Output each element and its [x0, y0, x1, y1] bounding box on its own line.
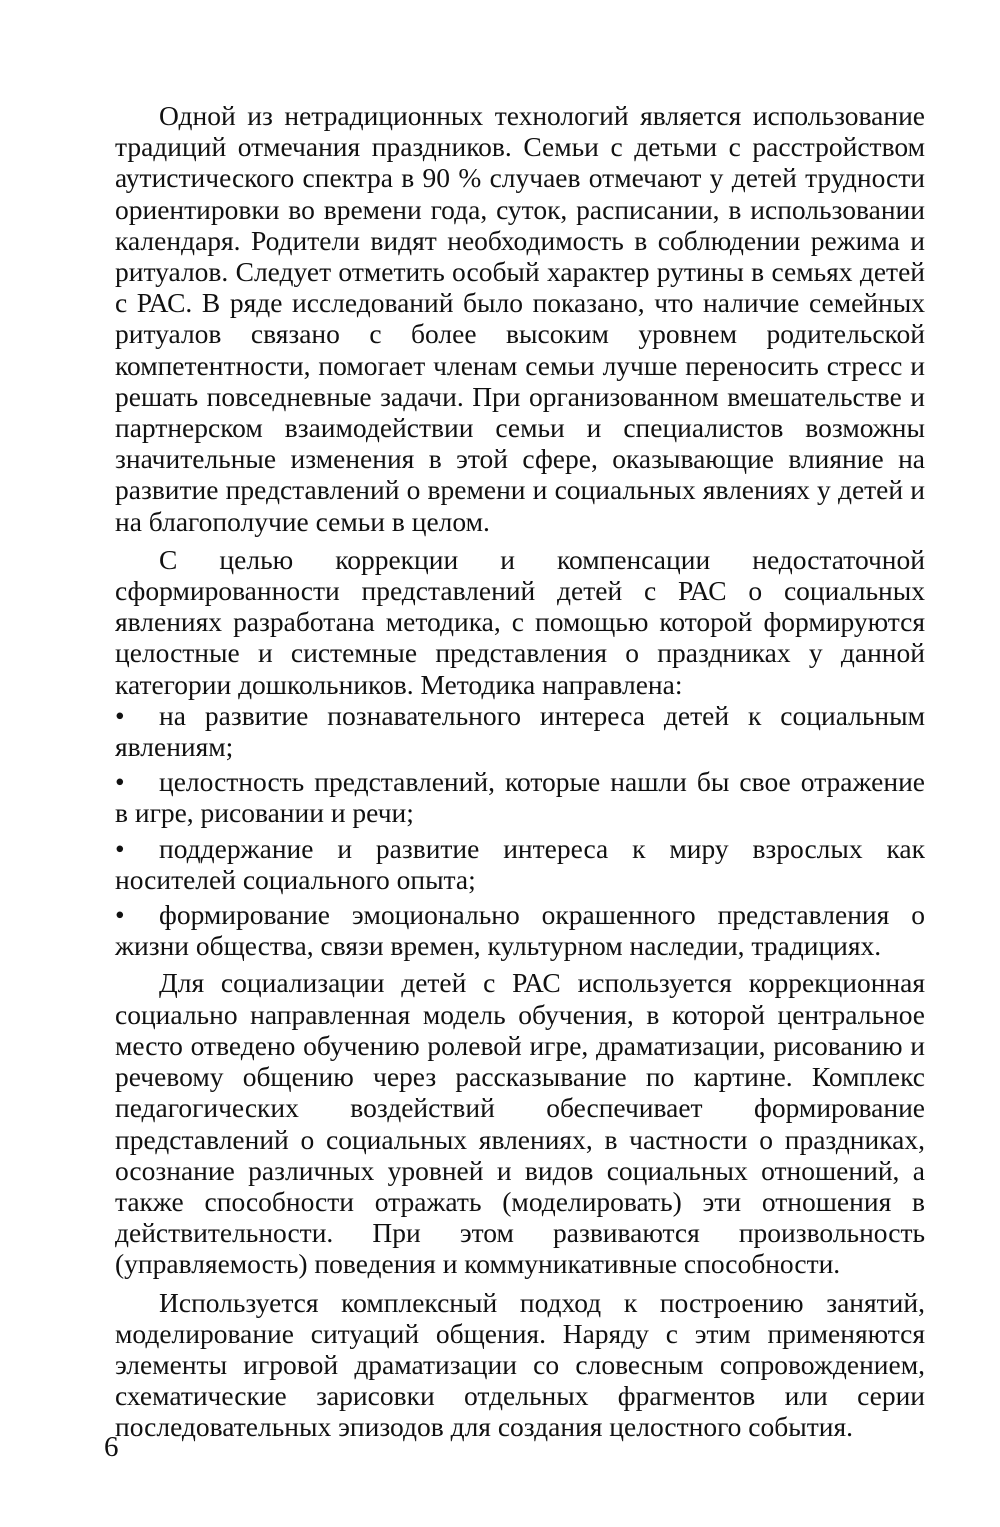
list-item-text: поддержание и развитие интереса к миру взрослых как носителей социального опыта;: [115, 832, 925, 895]
list-item: [115, 700, 925, 762]
paragraph-socialization-model: Для социализации детей с РАС используется коррекционная социально направленная модель обучения, в которой центральное место отведено обучению ролевой игре, драматизации, рисованию и речевому общению через рассказывание по картине. Комплекс педагогических воздействий обеспечивает формирование представлений о социальных явлениях, в частности о праздниках, осознание различных уровней и видов социальных отношений, а также способности отражать (моделировать) эти отношения в действительности. При этом развиваются произвольность (управляемость) поведения и коммуникативные способности.: [115, 967, 925, 1280]
paragraph-complex-approach: Используется комплексный подход к построению занятий, моделирование ситуаций общения. Наряду с этим применяются элементы игровой драматизации со словесным сопровождением, схематические зарисовки отдельных фрагментов или серии последовательных эпизодов для создания целостного события.: [115, 1286, 925, 1443]
list-item: [115, 833, 925, 895]
list-item: [115, 766, 925, 828]
bullet-icon: •: [115, 766, 125, 798]
bullet-icon: •: [115, 699, 125, 731]
list-item-text: формирование эмоционально окрашенного представления о жизни общества, связи времен, культурном наследии, традициях.: [115, 899, 925, 962]
page-number: 6: [104, 1431, 119, 1463]
page-body: [115, 100, 925, 1450]
paragraph-method-purpose: С целью коррекции и компенсации недостаточной сформированности представлений детей с РАС о социальных явлениях разработана методика, с помощью которой формируются целостные и системные представления о праздниках у данной категории дошкольников. Методика направлена:: [115, 543, 925, 700]
list-item-text: целостность представлений, которые нашли бы свое отражение в игре, рисовании и речи;: [115, 766, 925, 829]
list-item: [115, 899, 925, 961]
method-goals-list: [115, 700, 925, 962]
bullet-icon: •: [115, 899, 125, 931]
paragraph-holidays-traditions: Одной из нетрадиционных технологий является использование традиций отмечания праздников. Семьи с детьми с расстройством аутистического спектра в 90 % случаев отмечают у детей трудности ориентировки во времени года, суток, расписании, в использовании календаря. Родители видят необходимость в соблюдении режима и ритуалов. Следует отметить особый характер рутины в семьях детей с РАС. В ряде исследований было показано, что наличие семейных ритуалов связано с более высоким уровнем родительской компетентности, помогает членам семьи лучше переносить стресс и решать повседневные задачи. При организованном вмешательстве и партнерском взаимодействии семьи и специалистов возможны значительные изменения в этой сфере, оказывающие влияние на развитие представлений о времени и социальных явлениях у детей и на благополучие семьи в целом.: [115, 100, 925, 537]
bullet-icon: •: [115, 832, 125, 864]
list-item-text: на развитие познавательного интереса детей к социальным явлениям;: [115, 699, 925, 763]
